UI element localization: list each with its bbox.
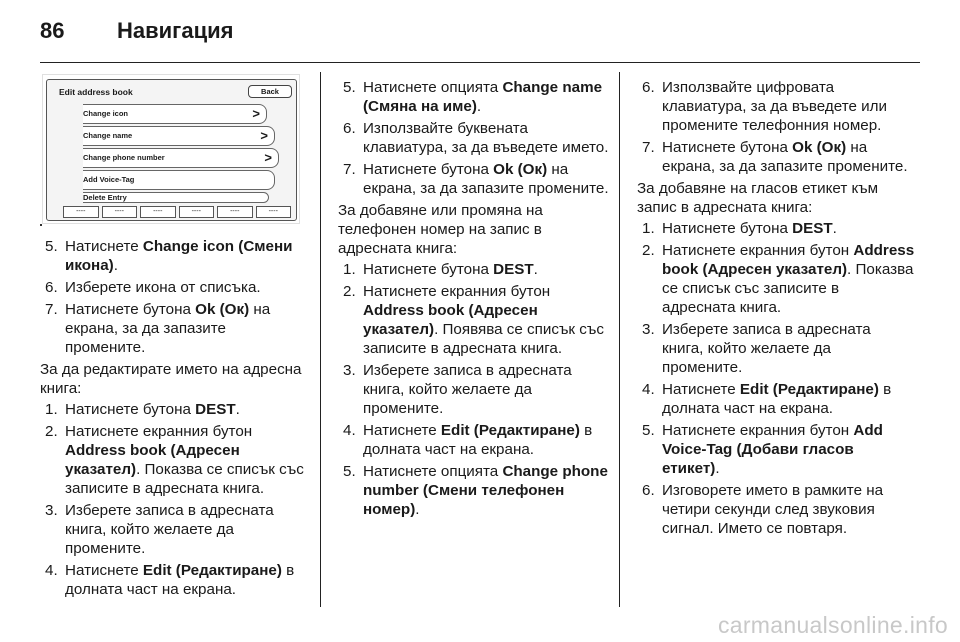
column-1: [40, 237, 310, 602]
step-4: 4. Натиснете Edit (Редактиране) в долната част на екрана.: [642, 381, 892, 417]
figure-screen-title: Edit address book: [59, 87, 133, 97]
step-2: 2. Натиснете екранния бутон Address book (Адресен указател). Показва се списък със записите в адресната книга.: [642, 242, 915, 316]
figure-tab: ----: [179, 206, 215, 218]
step-7: 7. Натиснете бутона Ok (Ок) на екрана, за да запазите промените.: [642, 139, 908, 175]
figure-row-label: Change icon: [83, 109, 129, 118]
step-4: 4. Натиснете Edit (Редактиране) в долната част на екрана.: [343, 422, 593, 458]
section-intro: За добавяне на гласов етикет към запис в адресната книга:: [637, 180, 879, 216]
figure-tab: ----: [102, 206, 138, 218]
figure-back-button: Back: [248, 85, 292, 98]
header-rule: [40, 62, 920, 63]
step-5: 5. Натиснете опцията Change name (Смяна на име).: [343, 79, 603, 115]
step-5: 5. Натиснете екранния бутон Add Voice-Tag (Добави гласов етикет).: [642, 422, 883, 477]
figure-row-label: Delete Entry: [83, 193, 127, 202]
step-7: 7. Натиснете бутона Ok (Ок) на екрана, за да запазите промените.: [45, 301, 271, 356]
step-6b: 6. Изговорете името в рамките на четири секунди след звуковия сигнал. Името се повтаря.: [642, 482, 884, 537]
step-1: 1. Натиснете бутона DEST.: [45, 401, 240, 418]
step-2: 2. Натиснете екранния бутон Address book (Адресен указател). Показва се списък със записите в адресната книга.: [45, 423, 304, 497]
step-6: 6. Изберете икона от списъка.: [45, 279, 261, 296]
step-5: 5. Натиснете Change icon (Смени икона).: [45, 238, 293, 274]
figure-screen: [46, 79, 297, 221]
page-title: Навигация: [117, 18, 234, 43]
step-6: 6. Използвайте цифровата клавиатура, за да въведете или промените телефонния номер.: [642, 79, 887, 134]
column-3: [637, 78, 915, 541]
figure-corner-mark: [40, 224, 42, 226]
figure-row-label: Add Voice-Tag: [83, 175, 135, 184]
chevron-right-icon: >: [260, 128, 268, 143]
figure-frame: [42, 74, 300, 224]
step-4: 4. Натиснете Edit (Редактиране) в долната част на екрана.: [45, 562, 295, 598]
step-3: 3. Изберете записа в адресната книга, който желаете да промените.: [45, 502, 274, 557]
column-divider-2: [619, 72, 620, 607]
step-1: 1. Натиснете бутона DEST.: [343, 261, 538, 278]
watermark: carmanualsonline.info: [717, 612, 948, 638]
section-intro: За добавяне или промяна на телефонен номер на запис в адресната книга:: [338, 202, 543, 257]
page-number: 86: [40, 18, 65, 43]
step-7: 7. Натиснете бутона Ok (Ок) на екрана, за да запазите промените.: [343, 161, 609, 197]
figure-tab: ----: [217, 206, 253, 218]
figure-row-label: Change name: [83, 131, 133, 140]
section-intro: За да редактирате името на адресна книга:: [40, 361, 302, 397]
screen-illustration: [42, 74, 300, 224]
figure-row-add-voice-tag: [83, 170, 275, 190]
figure-row-change-name: [83, 126, 275, 146]
figure-tab-bar: [63, 206, 291, 218]
figure-tab: ----: [63, 206, 99, 218]
figure-row-delete-entry: [83, 192, 269, 203]
chevron-right-icon: >: [252, 106, 260, 121]
step-1: 1. Натиснете бутона DEST.: [642, 220, 837, 237]
figure-tab: ----: [140, 206, 176, 218]
step-6: 6. Използвайте буквената клавиатура, за да въведете името.: [343, 120, 609, 156]
step-5b: 5. Натиснете опцията Change phone number (Смени телефонен номер).: [343, 463, 608, 518]
chevron-right-icon: >: [264, 150, 272, 165]
step-3: 3. Изберете записа в адресната книга, който желаете да промените.: [343, 362, 572, 417]
figure-row-label: Change phone number: [83, 153, 165, 162]
figure-tab: ----: [256, 206, 292, 218]
column-2: [338, 78, 610, 522]
figure-row-change-icon: [83, 104, 267, 124]
figure-row-change-phone: [83, 148, 279, 168]
column-divider-1: [320, 72, 321, 607]
step-2: 2. Натиснете екранния бутон Address book (Адресен указател). Появява се списък със записите в адресната книга.: [343, 283, 604, 357]
step-3: 3. Изберете записа в адресната книга, който желаете да промените.: [642, 321, 871, 376]
